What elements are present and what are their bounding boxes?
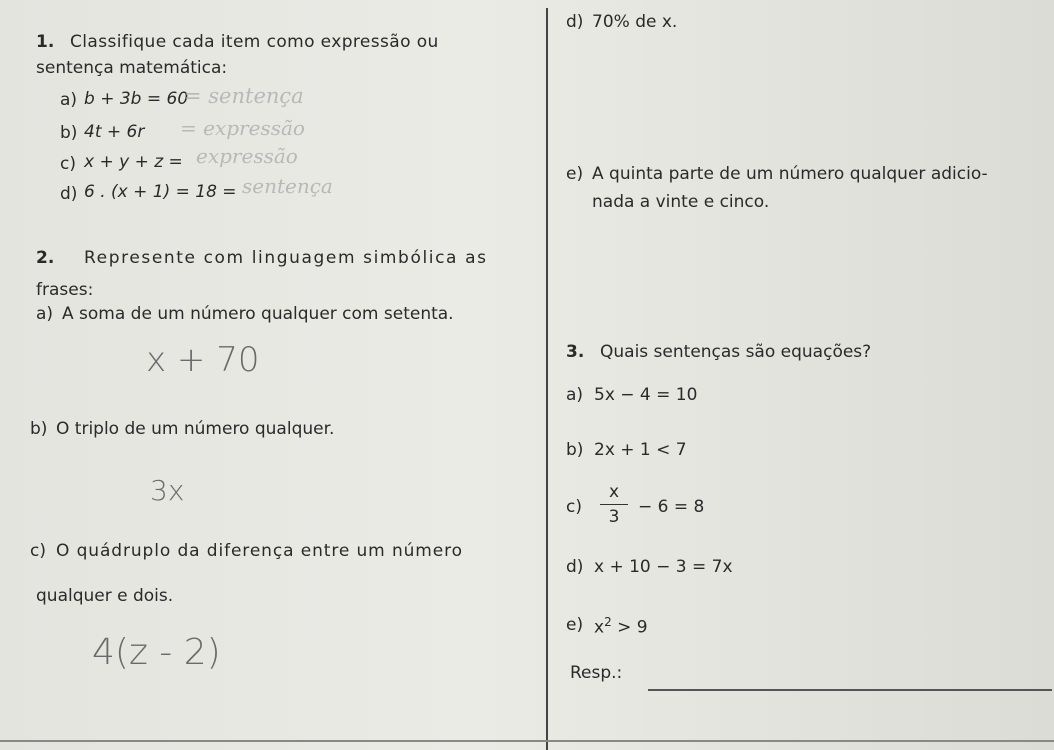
q3-item-c-numerator: x (608, 482, 620, 502)
q1-item-a-label: a) (60, 90, 78, 110)
q2-item-d-text: 70% de x. (592, 12, 678, 32)
q2-item-e-text-line2: nada a vinte e cinco. (592, 192, 770, 212)
q1-item-c-expr: x + y + z = (84, 152, 183, 172)
q2-item-a-text: A soma de um número qualquer com setenta. (62, 304, 454, 324)
q2-item-d-label: d) (566, 12, 584, 32)
q1-item-a-answer: = sentença (184, 84, 304, 108)
page-bottom-line (0, 740, 1054, 742)
q1-item-b-expr: 4t + 6r (84, 122, 145, 142)
q2-item-e-label: e) (566, 164, 584, 184)
q1-item-b-answer: = expressão (180, 116, 305, 140)
q3-item-a-expr: 5x − 4 = 10 (594, 385, 698, 405)
q3-item-e-exponent: 2 (604, 615, 612, 629)
q3-item-d-label: d) (566, 557, 584, 577)
q1-item-d-answer: sentença (242, 174, 333, 198)
q2-item-c-text-line2: qualquer e dois. (36, 586, 174, 606)
q3-item-b-label: b) (566, 440, 584, 460)
q1-item-a-expr: b + 3b = 60 (84, 89, 189, 109)
q3-resp-label: Resp.: (570, 663, 623, 683)
q2-item-b-text: O triplo de um número qualquer. (56, 419, 335, 439)
q3-item-e-label: e) (566, 615, 584, 635)
resp-answer-line (648, 689, 1052, 691)
q2-item-c-answer: 4(z - 2) (92, 632, 221, 673)
q1-prompt-line1: Classifique cada item como expressão ou (70, 32, 439, 52)
q3-item-b-expr: 2x + 1 < 7 (594, 440, 687, 460)
q1-prompt-line2: sentença matemática: (36, 58, 228, 78)
q3-item-e-expr (594, 615, 648, 638)
q2-number: 2. (36, 248, 55, 268)
q2-item-c-text-line1: O quádruplo da diferença entre um número (56, 541, 463, 561)
q3-item-a-label: a) (566, 385, 584, 405)
q2-item-c-label: c) (30, 541, 46, 561)
q1-number: 1. (36, 32, 55, 52)
q1-item-d-expr: 6 . (x + 1) = 18 = (84, 182, 237, 202)
q3-item-e-base: x (594, 617, 605, 638)
q2-item-b-label: b) (30, 419, 48, 439)
q3-item-c-rest: − 6 = 8 (638, 497, 705, 517)
q3-item-e-rest: > 9 (617, 617, 648, 638)
q3-item-c-denominator: 3 (608, 507, 620, 527)
q2-prompt-line1: Represente com linguagem simbólica as (84, 248, 488, 268)
q2-item-b-answer: 3x (150, 474, 185, 507)
q1-item-b-label: b) (60, 123, 78, 143)
column-divider (546, 8, 548, 750)
q2-item-a-answer: x + 70 (146, 340, 260, 380)
q3-number: 3. (566, 342, 585, 362)
q3-prompt: Quais sentenças são equações? (600, 342, 872, 362)
q2-item-a-label: a) (36, 304, 54, 324)
q3-item-c-fraction (600, 482, 628, 527)
q1-item-c-answer: expressão (196, 144, 298, 168)
q1-item-c-label: c) (60, 154, 76, 174)
q2-prompt-line2: frases: (36, 280, 94, 300)
q3-item-c-label: c) (566, 497, 582, 517)
q1-item-d-label: d) (60, 184, 78, 204)
q2-item-e-text-line1: A quinta parte de um número qualquer adicio- (592, 164, 988, 184)
q3-item-d-expr: x + 10 − 3 = 7x (594, 557, 733, 577)
fraction-bar (600, 504, 628, 505)
